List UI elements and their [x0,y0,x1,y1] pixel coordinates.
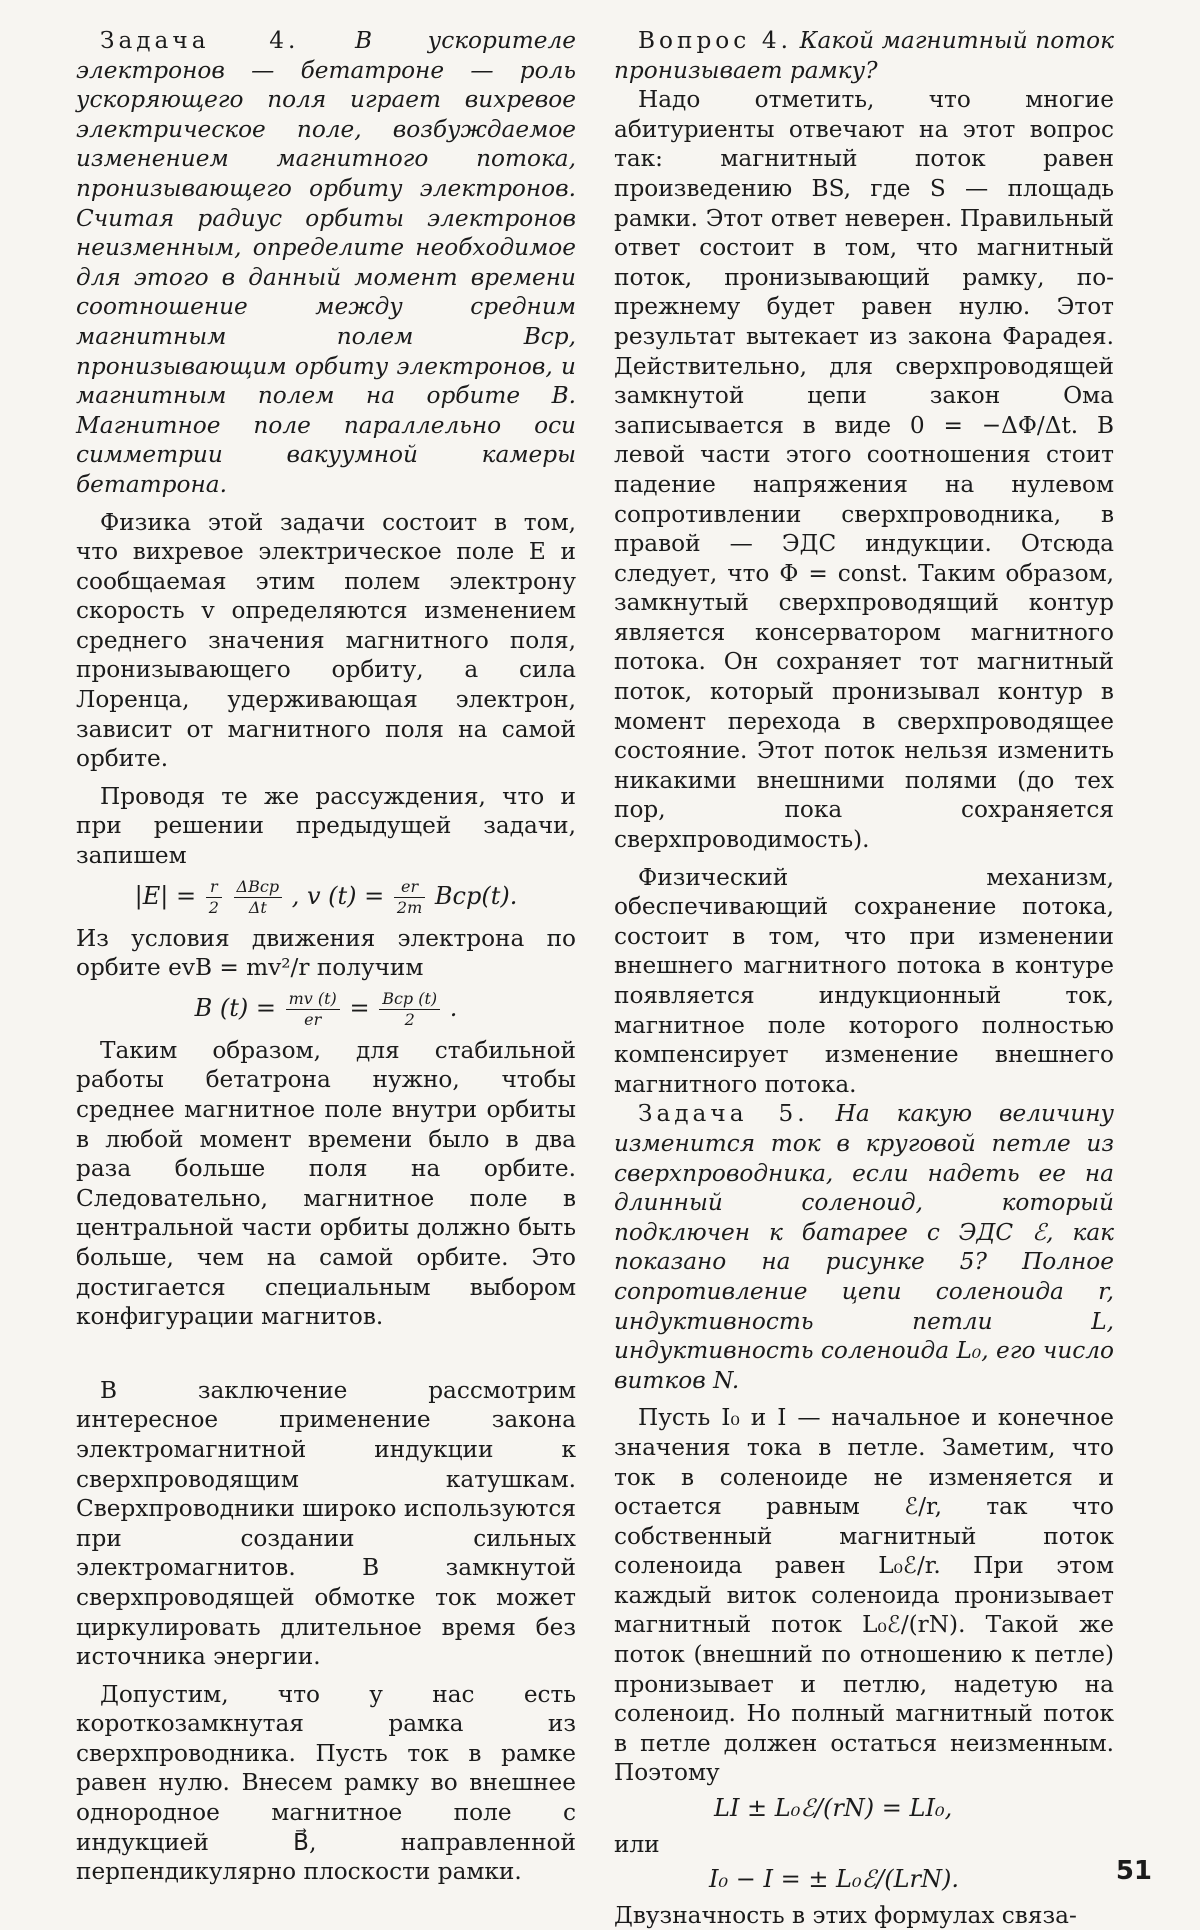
paragraph-reasoning: Проводя те же рассуждения, что и при решении предыдущей задачи, запишем [76,782,576,870]
task5-paragraph [614,1099,1114,1395]
task4-text: В ускорителе электронов — бетатроне — роль ускоряющего поля играет вихревое электрическое поле, возбуждаемое изменением магнитного потока, пронизывающего орбиту электронов. Считая радиус орбиты электронов неизменным, определите необходимое для этого в данный момент времени соотношение между средним магнитным полем Bср, пронизывающим орбиту электронов, и магнитным полем на орбите B. Магнитное поле параллельно оси симметрии вакуумной камеры бетатрона. [76,27,576,498]
paragraph-answer: Надо отметить, что многие абитуриенты отвечают на этот вопрос так: магнитный поток равен произведению BS, где S — площадь рамки. Этот ответ неверен. Правильный ответ состоит в том, что магнитный поток, пронизывающий рамку, по-прежнему будет равен нулю. Этот результат вытекает из закона Фарадея. Действительно, для сверхпроводящей замкнутой цепи закон Ома записывается в виде 0 = −ΔΦ/Δt. В левой части этого соотношения стоит падение напряжения на нулевом сопротивлении сверхпроводника, в правой — ЭДС индукции. Отсюда следует, что Φ = const. Таким образом, замкнутый сверхпроводящий контур является консерватором магнитного потока. Он сохраняет тот магнитный поток, который пронизывал контур в момент перехода в сверхпроводящее состояние. Этот поток нельзя изменить никакими внешними полями (до тех пор, пока сохраняется сверхпроводимость). [614,86,1114,854]
right-column [614,26,1114,1930]
paragraph-physics: Физика этой задачи состоит в том, что вихревое электрическое поле E и сообщаемая этим полем электрону скорость v определяются изменением среднего значения магнитного поля, пронизывающего орбиту, а сила Лоренца, удерживающая электрон, зависит от магнитного поля на самой орбите. [76,508,576,773]
paragraph-ambiguity: Двузначность в этих формулах связа- [614,1901,1077,1929]
formula4: I₀ − I = ± L₀ℰ/(LrN). [709,1865,959,1894]
paragraph-frame: Допустим, что у нас есть короткозамкнутая рамка из сверхпроводника. Пусть ток в рамке равен нулю. Внесем рамку во внешнее однородное магнитное поле с индукцией B⃗, направленной перпендикулярно плоскости рамки. [76,1680,576,1886]
question4-paragraph [614,26,1114,85]
frac2-den: Δt [248,897,267,917]
fraction-Bcp-2 [379,989,440,1030]
frac5-num: Bср (t) [379,989,440,1010]
left-column [76,26,576,1887]
formula-flux-balance [614,1794,1114,1824]
task5-label: Задача 5. [638,1100,809,1128]
frac5-den: 2 [404,1009,415,1029]
formula2-end: . [449,993,458,1022]
paragraph-solution: Пусть I₀ и I — начальное и конечное значения тока в петле. Заметим, что ток в соленоиде не изменяется и остается равным ℰ/r, так что собственный магнитный поток соленоида равен L₀ℰ/r. При этом каждый виток соленоида пронизывает магнитный поток L₀ℰ/(rN). Такой же поток (внешний по отношению к петле) пронизывает и петлю, надетую на соленоид. Но полный магнитный поток в петле должен остаться неизменным. Поэтому [614,1404,1114,1787]
task4-paragraph [76,26,576,500]
formula2-eq: = [349,993,370,1022]
frac3-den: 2m [396,897,423,917]
task4-label: Задача 4. [100,27,300,54]
fraction-mv-er [286,989,340,1030]
formula-orbit-field [76,989,576,1030]
paragraph-motion-condition: Из условия движения электрона по орбите evB = mv²/r получим [76,924,576,982]
formula3: LI ± L₀ℰ/(rN) = LI₀, [714,1794,953,1823]
page-number: 51 [1115,1856,1152,1886]
frac4-num: mv (t) [286,989,340,1010]
question4-label: Вопрос 4. [638,27,792,54]
word-ili: или [614,1830,660,1858]
question4-text: Какой магнитный поток пронизывает рамку? [614,27,1114,84]
fraction-r-2 [206,877,222,918]
frac4-den: er [304,1009,322,1029]
formula-current-change [614,1865,1114,1895]
frac1-num: r [206,877,222,898]
formula1-left: |E| = [134,881,197,910]
paragraph-superconductors: В заключение рассмотрим интересное применение закона электромагнитной индукции к сверхпроводящим катушкам. Сверхпроводники широко используются при создании сильных электромагнитов. В замкнутой сверхпроводящей обмотке ток может циркулировать длительное время без источника энергии. [76,1376,576,1671]
fraction-dB-dt [234,877,283,918]
task5-text: На какую величину изменится ток в круговой петле из сверхпроводника, если надеть ее на длинный соленоид, который подключен к батарее с ЭДС ℰ, как показано на рисунке 5? Полное сопротивление цепи соленоида r, индуктивность петли L, индуктивность соленоида L₀, его число витков N. [614,1100,1115,1394]
frac2-num: ΔBср [234,877,283,898]
formula2-left: B (t) = [194,993,276,1022]
formula-field-velocity [76,877,576,918]
paragraph-stability: Таким образом, для стабильной работы бетатрона нужно, чтобы среднее магнитное поле внутри орбиты в любой момент времени было в два раза больше поля на орбите. Следовательно, магнитное поле в центральной части орбиты должно быть больше, чем на самой орбите. Это достигается специальным выбором конфигурации магнитов. [76,1036,576,1331]
formula1-right: Bср(t). [434,881,518,910]
fraction-er-2m [394,877,425,918]
formula1-mid: , v (t) = [291,881,385,910]
frac3-num: er [394,877,425,898]
frac1-den: 2 [208,897,219,917]
paragraph-mechanism: Физический механизм, обеспечивающий сохранение потока, состоит в том, что при изменении внешнего магнитного потока в контуре появляется индукционный ток, магнитное поле которого полностью компенсирует изменение внешнего магнитного потока. [614,863,1114,1098]
